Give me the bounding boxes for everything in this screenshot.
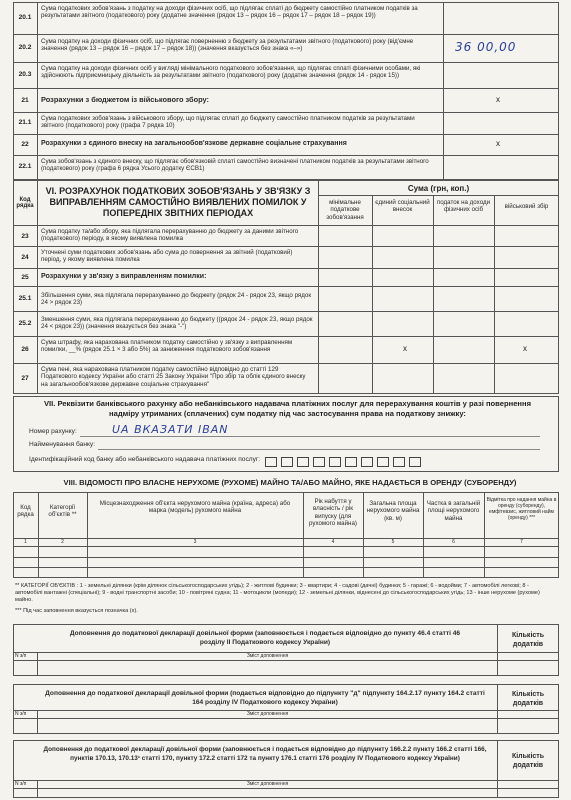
row-text: Сума податку та/або збору, яка підлягала перерахуванню до бюджету за даними звітного (податкового) періоду, в якому виявлена помилка (41, 228, 299, 243)
appendix-3-content: Зміст доповнення (246, 781, 289, 787)
appendix-1-num: N з/п (15, 653, 27, 659)
row-code: 20.2 (18, 44, 32, 51)
row-text: Сума податкових зобов'язань з військового збору, що підлягає сплаті до бюджету самостійно платником податків за результатами звітного (податкового) року (графа 7 рядка 10) (41, 115, 415, 130)
col-header-code: Код рядка (17, 504, 34, 519)
x-mark: x (496, 95, 500, 104)
row-code: 21.1 (18, 119, 32, 126)
appendix-3-num: N з/п (15, 781, 27, 787)
section-vii-title: VII. Реквізити банківського рахунку або небанківського надавача платіжних послуг для перерахування коштів у разі повернення надміру утриманих (сплачених) сум податку під час застосування права на податкову знижку: (43, 399, 532, 418)
row-code: 25.1 (18, 295, 32, 302)
appendix-1-content: Зміст доповнення (246, 653, 289, 659)
handwritten-amount: 36 00,00 (455, 40, 517, 54)
row-code: 20.3 (18, 71, 32, 78)
row-text: Збільшення суми, яка підлягала перерахуванню до бюджету (рядок 24 - рядок 23, якщо рядок 24 > рядок 23) (41, 292, 312, 307)
row-code: 25.2 (18, 320, 32, 327)
col-num: 3 (193, 539, 197, 545)
section-vi-title: VI. РОЗРАХУНОК ПОДАТКОВИХ ЗОБОВ'ЯЗАНЬ У ЗВ'ЯЗКУ З ВИПРАВЛЕННЯМ САМОСТІЙНО ВИЯВЛЕНИХ ПОМИЛОК У ПОПЕРЕДНІХ ЗВІТНИХ ПЕРІОДАХ (45, 186, 311, 218)
row-text: Сума штрафу, яка нарахована платником податку самостійно у зв'язку з виправленням помилки, __% (рядок 25.1 × 3 або 5%) за заниженння податкового зобов'язання (41, 339, 293, 354)
row-text: Сума зобов'язань з єдиного внеску, що підлягає обов'язковій сплаті самостійно визначені платником податків за результатами звітного (податкового) року (графа 6 рядка Усього додатку ЄСВ1) (41, 158, 429, 173)
row-code: 22.1 (18, 163, 32, 170)
col-header-lease-mark: Відмітка про надання майна в оренду (суборенду), емфітевзис, житловий найм (оренду) *** (486, 497, 557, 521)
bank-id-boxes[interactable] (265, 454, 425, 472)
col-header-area: Загальна площа нерухомого майна (кв. м) (366, 500, 420, 522)
top-table (13, 2, 559, 180)
col-num: 7 (520, 539, 523, 545)
row-code: 27 (21, 375, 29, 382)
row-text: Сума податку на доходи фізичних осіб у вигляді мінімального податкового зобов'язання, що підлягає сплаті фізичними особами, які здійснюють підприємницьку діяльність за результатами звітного (податкового) року (додатне значення (рядок 14 - рядок 15)) (41, 65, 421, 80)
col-num: 4 (331, 539, 335, 545)
col-header-share: Частка в загальній площі нерухомого майна (426, 500, 481, 522)
sum-header: Сума (грн, коп.) (407, 184, 470, 193)
col-header-military-tax: військовий збір (504, 203, 549, 210)
row-code: 24 (21, 254, 29, 261)
appendix-2-content: Зміст доповнення (246, 711, 289, 717)
row-text: Розрахунки з бюджетом із військового збору: (41, 95, 210, 104)
account-value[interactable]: UA ВКАЗАТИ IBAN (112, 423, 229, 436)
col-header-min-tax: мінімальне податкове зобов'язання (326, 199, 364, 221)
col-num: 5 (391, 539, 395, 545)
appendix-1-title: Доповнення до податкової декларації довільної форми (заповнюється і подається відповідно до пункту 46.4 статті 46 розділу II Податкового кодексу України) (69, 630, 461, 646)
appendix-3-title: Доповнення до податкової декларації довільної форми (заповнюється і подається відповідно до підпункту 166.2.2 пункту 166.2 статті 166, пунктів 170.13, 170.13¹ статті 170, пункту 172.2 статті 172 та пункту 176.1 статті 176 розділу IV Податкового кодексу України) (43, 746, 487, 762)
appendix-1-count: Кількість додатків (511, 632, 545, 648)
row-code: 21 (21, 97, 29, 104)
row-text: Сума податку на доходи фізичних осіб, що підлягає поверненню з бюджету за результатами звітного (податкового) року (від'ємне значення (рядок 13 – рядок 16 – рядок 17 – рядок 18)) (значення вказується без знака «–») (41, 38, 414, 53)
row-code: 20.1 (18, 14, 32, 21)
row-text: Сума податкових зобов'язань з податку на доходи фізичних осіб, що підлягає сплаті до бюджету самостійно платником податків за результатами звітного (податкового) року (додатне значення (рядок 13 – рядок 16 – рядок 17 – рядок 18 – рядок 19)) (41, 5, 418, 20)
account-label: Номер рахунку: (29, 428, 77, 435)
row-text: Зменшення суми, яка підлягала перерахуванню до бюджету ((рядок 24 - рядок 23, якщо рядок 24 < рядок 23)) (значення вказується без знака "-") (41, 316, 313, 331)
col-header-pdfo: податок на доходи фізичних осіб (436, 199, 491, 214)
col-num: 2 (61, 539, 64, 545)
section-viii-title: VIII. ВІДОМОСТІ ПРО ВЛАСНЕ НЕРУХОМЕ (РУХОМЕ) МАЙНО ТА/АБО МАЙНО, ЯКЕ НАДАЄТЬСЯ В ОРЕНДУ (СУБОРЕНДУ) (63, 478, 517, 487)
row-text: Розрахунки з єдиного внеску на загальнообов'язкове державне соціальне страхування (41, 140, 347, 147)
x-mark: x (523, 344, 527, 353)
mark-footnote: *** Під час заповнення вказується позначка (х). (15, 608, 138, 614)
col-num: 6 (452, 539, 455, 545)
row-text: Сума пені, яка нарахована платником податку самостійно відповідно до статті 129 Податкового кодексу України або статті 25 Закону України "Про збір та облік єдиного внеску на загальнообов'язкове державне соціальне страхування" (41, 366, 306, 388)
col-num: 1 (24, 539, 27, 545)
col-header-location: Місцезнаходження об'єкта нерухомого майна (країна, адреса) або марка (модель) рухомого майна (99, 500, 291, 515)
row-text: Уточнені суми податкових зобов'язань або сума до повернення за звітний (податковий) період, у якому виявлена помилка (41, 249, 293, 264)
appendix-3-count: Кількість додатків (511, 753, 545, 769)
bank-id-label: Ідентифікаційний код банку або небанківського надавача платіжних послуг: (29, 456, 261, 463)
row-code: 22 (21, 141, 29, 148)
row-code: 23 (21, 233, 29, 240)
appendix-2-title: Доповнення до податкової декларації довільної форми (подається відповідно до підпункту "д" підпункту 164.2.17 пункту 164.2 статті 164 розділу IV Податкового кодексу України) (45, 690, 485, 706)
row-text: Розрахунки у зв'язку з виправленням помилки: (41, 273, 207, 280)
x-mark: x (496, 139, 500, 148)
row-code: 25 (21, 274, 29, 281)
bank-label: Найменування банку: (29, 441, 96, 448)
categories-footnote: ** КАТЕГОРІЇ ОБ'ЄКТІВ : 1 - земельні ділянки (крім ділянок сільськогосподарських угідь); 2 - житлові будинки; 3 - квартири; 4 - садові (дачні) будинки; 5 - гаражі; 6 - водойми; 7 - автомобілі легкові; 8 - автомобілі вантажні (спеціальні); 9 - водні транспортні засоби; 10 - повітряні судна; 11 - мотоцикли (мопеди); 12 - земельні ділянки, віднесені до сільськогосподарських угідь; 13 - інше нерухоме (рухоме) майно. (15, 583, 540, 603)
row-code: 26 (21, 346, 29, 353)
appendix-2-num: N з/п (15, 711, 27, 717)
col-header-category: Категорії об'єктів ** (48, 504, 77, 519)
col-header-year: Рік набуття у власність / рік випуску (для рухомого майна) (309, 498, 357, 528)
appendix-2-count: Кількість додатків (511, 691, 545, 707)
col-header-esv: єдиний соціальний внесок (375, 199, 430, 214)
code-header: Код рядка (16, 197, 34, 209)
x-mark: x (403, 344, 407, 353)
